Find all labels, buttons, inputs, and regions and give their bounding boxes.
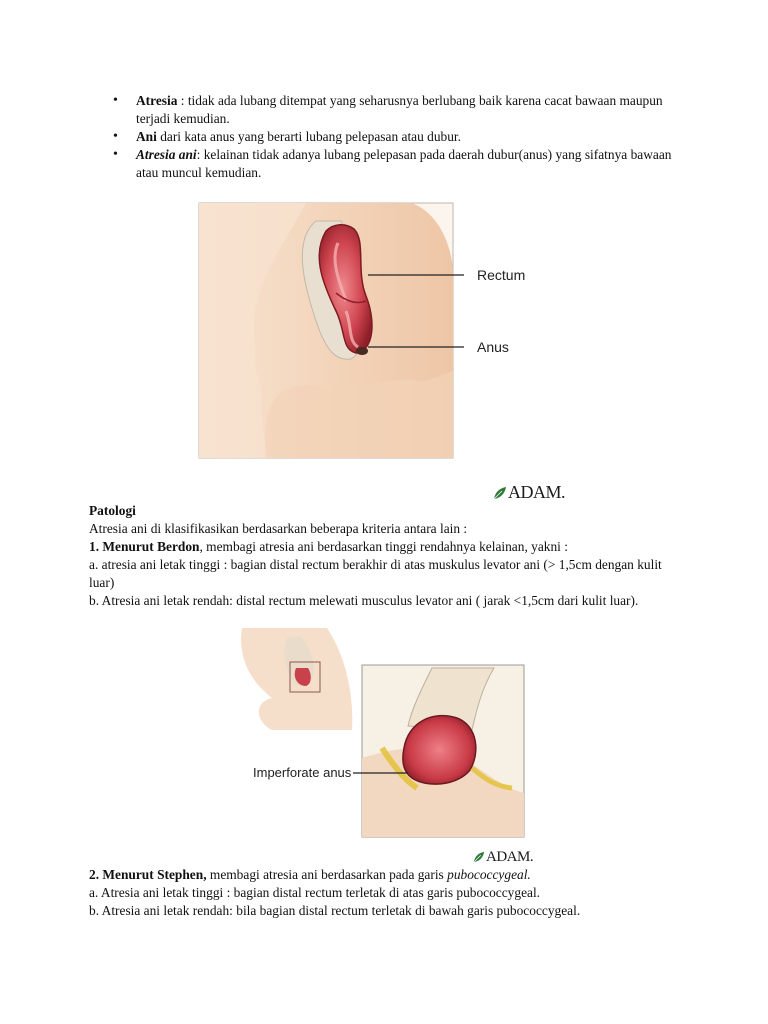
stephen-number: 2. Menurut Stephen,: [89, 867, 207, 882]
term-atresia: Atresia: [136, 93, 178, 108]
adam-logo-2-text: ADAM.: [486, 849, 534, 865]
stephen-text: membagi atresia ani berdasarkan pada garis: [206, 867, 448, 882]
leaf-icon: [493, 485, 507, 503]
stephen-italic: pubococcygeal.: [447, 867, 531, 882]
definition-ani-text: dari kata anus yang berarti lubang pelepasan atau dubur.: [156, 129, 461, 144]
patologi-heading: Patologi: [89, 503, 136, 518]
stephen-a: a. Atresia ani letak tinggi : bagian distal rectum terletak di atas garis pubococcygeal.: [89, 885, 541, 900]
rectum-anus-illustration: [196, 201, 536, 463]
berdon-number: 1. Menurut Berdon: [89, 539, 200, 554]
definition-atresia-text: : tidak ada lubang ditempat yang seharusnya berlubang baik karena cacat bawaan maupun terjadi kemudian.: [136, 93, 663, 126]
stephen-b: b. Atresia ani letak rendah: bila bagian distal rectum terletak di bawah garis pubococcygeal.: [89, 903, 581, 918]
berdon-line: [89, 538, 689, 556]
adam-logo-text: ADAM.: [508, 482, 566, 502]
patologi-intro: Atresia ani di klasifikasikan berdasarkan beberapa kriteria antara lain :: [89, 521, 468, 536]
term-atresia-ani: Atresia ani: [136, 147, 197, 162]
label-anus: Anus: [477, 339, 509, 355]
imperforate-anus-illustration: [232, 628, 532, 840]
stephen-line: [89, 866, 689, 884]
adam-logo: [493, 483, 565, 503]
definition-list: [112, 92, 682, 182]
berdon-a: a. atresia ani letak tinggi : bagian distal rectum berakhir di atas muskulus levator ani (> 1,5cm dengan kulit luar): [89, 557, 662, 590]
berdon-b: b. Atresia ani letak rendah: distal rectum melewati musculus levator ani ( jarak <1,5cm dari kulit luar).: [89, 593, 639, 608]
definition-ani: [112, 128, 682, 146]
term-ani: Ani: [136, 129, 157, 144]
berdon-text: , membagi atresia ani berdasarkan tinggi rendahnya kelainan, yakni :: [199, 539, 568, 554]
adam-logo-2: [473, 848, 533, 868]
label-rectum: Rectum: [477, 267, 526, 283]
definition-atresia: [112, 92, 682, 128]
definition-atresia-ani: [112, 146, 682, 182]
label-imperforate-anus: Imperforate anus: [253, 765, 352, 780]
definition-atresia-ani-text: : kelainan tidak adanya lubang pelepasan pada daerah dubur(anus) yang sifatnya bawaan atau muncul kemudian.: [136, 147, 672, 180]
